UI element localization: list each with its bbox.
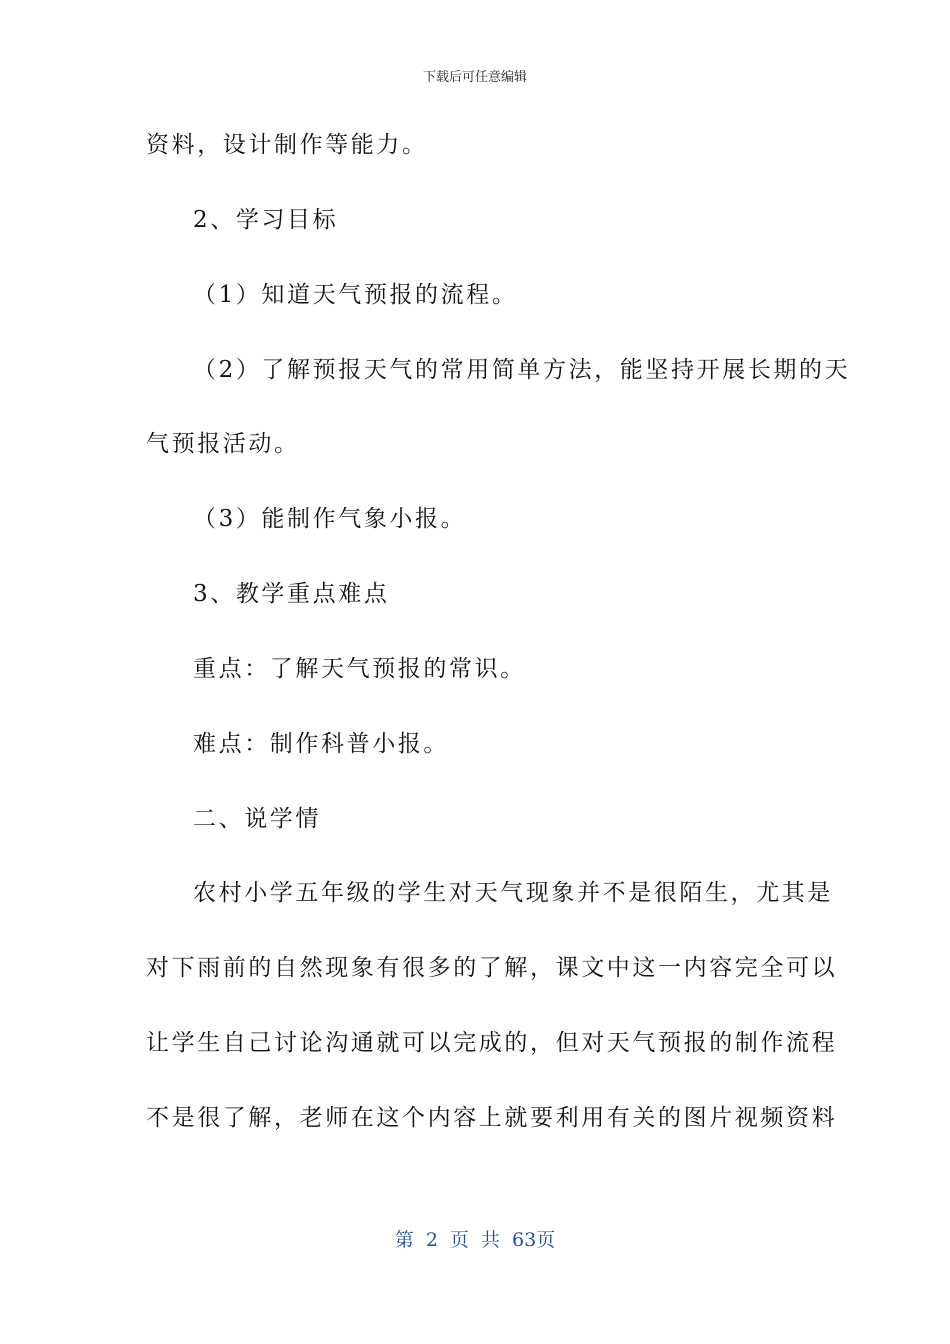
section-heading: 3、教学重点难点 xyxy=(193,581,390,607)
list-item: （3）能制作气象小报。 xyxy=(193,506,467,532)
page-number: 第 2 页 共 63页 xyxy=(394,1229,556,1251)
header-note: 下载后可任意编辑 xyxy=(422,70,527,85)
paragraph-line: 气预报活动。 xyxy=(146,431,300,457)
paragraph-line: 让学生自己讨论沟通就可以完成的，但对天气预报的制作流程 xyxy=(146,1030,838,1056)
list-item: （1）知道天气预报的流程。 xyxy=(193,282,518,308)
paragraph-line: 农村小学五年级的学生对天气现象并不是很陌生，尤其是 xyxy=(193,880,833,906)
paragraph-line: 对下雨前的自然现象有很多的了解，课文中这一内容完全可以 xyxy=(146,955,838,981)
paragraph-line: 难点：制作科普小报。 xyxy=(193,731,449,757)
paragraph-line: 资料，设计制作等能力。 xyxy=(146,132,428,158)
paragraph-line: 不是很了解，老师在这个内容上就要利用有关的图片视频资料 xyxy=(146,1105,838,1131)
section-heading: 二、说学情 xyxy=(193,806,321,832)
section-heading: 2、学习目标 xyxy=(193,207,339,233)
list-item: （2）了解预报天气的常用简单方法，能坚持开展长期的天 xyxy=(193,357,851,383)
paragraph-line: 重点：了解天气预报的常识。 xyxy=(193,656,526,682)
